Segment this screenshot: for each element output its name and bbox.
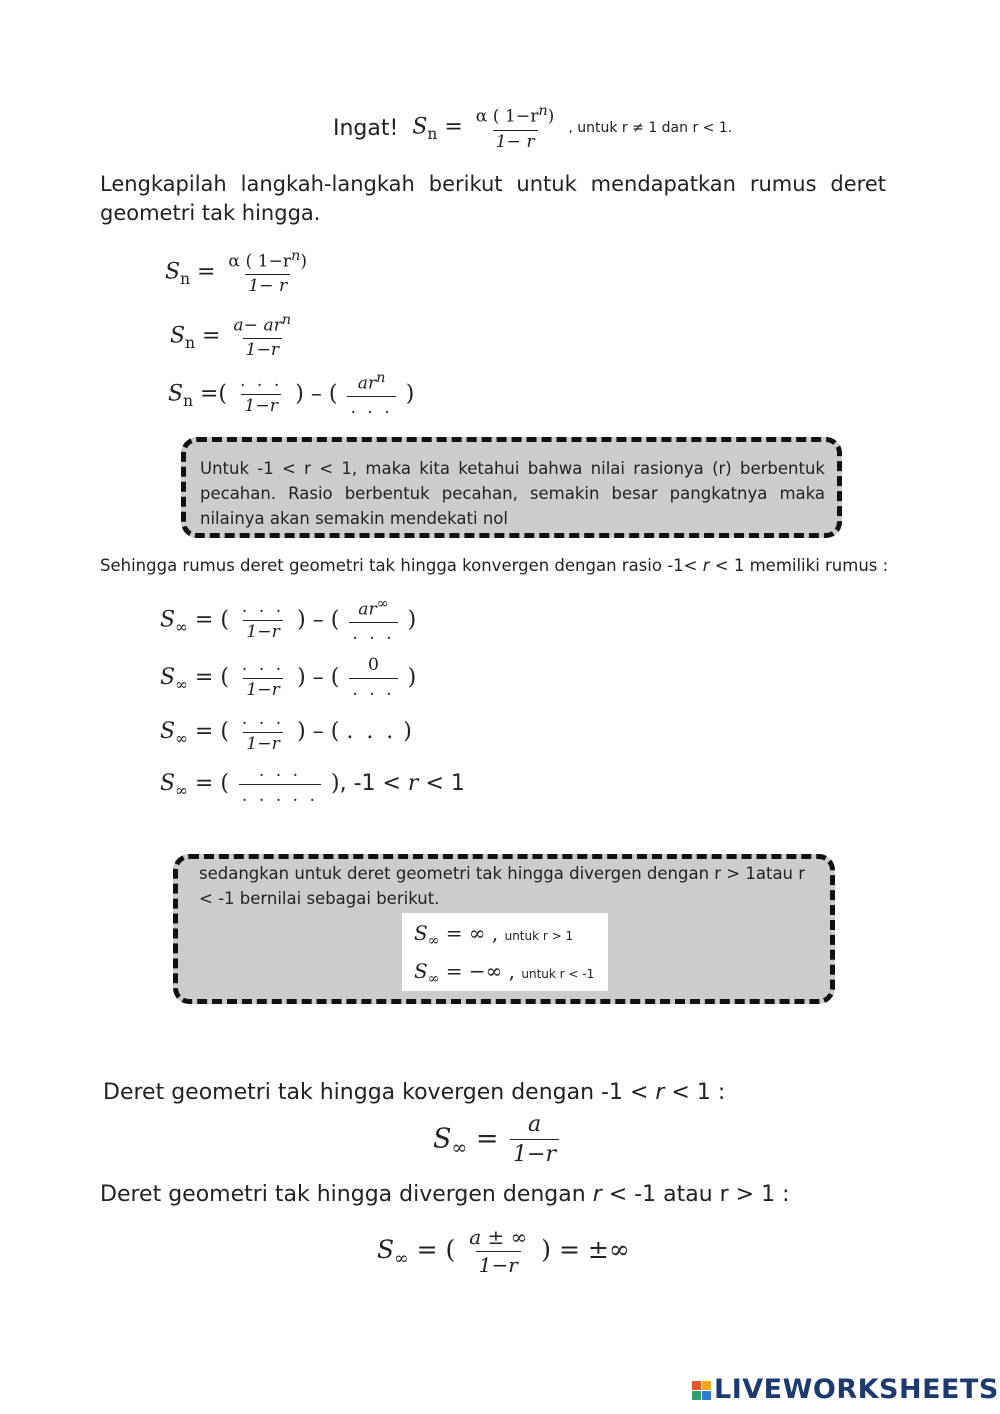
reminder-formula bbox=[333, 100, 732, 156]
blank-field[interactable]: . . . bbox=[347, 396, 395, 419]
reminder-condition: , untuk r ≠ 1 dan r < 1. bbox=[568, 120, 733, 136]
blank-field[interactable]: . . . bbox=[241, 709, 285, 729]
step-3: $S_n$ =( $\frac{. . .}{1-r}$ ) – ( $\frac{ar^n}{. . .}$ ) bbox=[168, 370, 415, 419]
reminder-label: Ingat! bbox=[333, 115, 399, 141]
blank-field[interactable]: . . . bbox=[241, 597, 285, 618]
blank-field[interactable]: . . . bbox=[241, 655, 285, 675]
logo-square bbox=[702, 1381, 711, 1390]
blank-field[interactable]: . . . bbox=[240, 371, 283, 392]
reminder-equation: $S_n$ = $\frac{\alpha ( 1-r^n)}{1- r}$ bbox=[412, 103, 560, 152]
summary-convergent-heading: Deret geometri tak hingga kovergen dengan -1 < r < 1 : bbox=[103, 1080, 726, 1105]
blank-field[interactable]: . . . bbox=[349, 678, 397, 701]
divergent-positive: $S_\infty$ = ∞ , untuk r > 1 bbox=[414, 921, 574, 949]
liveworksheets-logo bbox=[692, 1374, 999, 1405]
step-1: $S_n$ = $\frac{\alpha ( 1-r^n)}{1- r}$ bbox=[165, 248, 308, 297]
note-box-divergen-text: sedangkan untuk deret geometri tak hingga divergen dengan r > 1atau r < -1 bernilai sebagai berikut. bbox=[199, 864, 806, 908]
instruction-text: Lengkapilah langkah-langkah berikut untuk mendapatkan rumus deret geometri tak hingga. bbox=[100, 172, 886, 225]
divergent-negative: $S_\infty$ = −∞ , untuk r < -1 bbox=[414, 959, 595, 987]
note-box-rasio bbox=[181, 437, 842, 538]
sinf-step-2: $S_\infty$ = ( $\frac{. . .}{1-r}$ ) – ( $\frac{0}{. . .}$ ) bbox=[160, 655, 417, 700]
sn-fraction: $\frac{\alpha ( 1-r^n)}{1- r}$ bbox=[475, 103, 555, 152]
divergent-formula-panel bbox=[402, 913, 608, 991]
blank-field[interactable]: . . . . . bbox=[239, 784, 321, 807]
logo-square bbox=[702, 1391, 711, 1400]
sinf-step-3: $S_\infty$ = ( $\frac{. . .}{1-r}$ ) – ( . . . ) bbox=[160, 709, 412, 754]
conclusion-line: Sehingga rumus deret geometri tak hingga konvergen dengan rasio -1< r < 1 memiliki rumus : bbox=[100, 556, 889, 575]
blank-field[interactable]: . . . bbox=[346, 719, 397, 745]
summary-divergent-formula: $S_\infty$ = ( $\frac{a \pm \infty}{1-r}$ ) = ±∞ bbox=[377, 1225, 630, 1277]
note-box-divergen bbox=[173, 854, 835, 1004]
summary-convergent-formula: $S_\infty$ = $\frac{a}{1-r}$ bbox=[433, 1112, 562, 1168]
logo-square bbox=[692, 1391, 701, 1400]
sinf-step-4: $S_\infty$ = ( $\frac{. . .}{. . . . .}$ ), -1 < r < 1 bbox=[160, 761, 465, 806]
summary-divergent-heading: Deret geometri tak hingga divergen dengan r < -1 atau r > 1 : bbox=[100, 1182, 790, 1207]
logo-text: LIVEWORKSHEETS bbox=[714, 1374, 999, 1405]
blank-field[interactable]: . . . bbox=[258, 761, 302, 781]
logo-square bbox=[692, 1381, 701, 1390]
blank-field[interactable]: . . . bbox=[349, 622, 397, 645]
step-2: $S_n$ = $\frac{a- ar^n}{1-r}$ bbox=[170, 312, 292, 361]
note-box-rasio-text: Untuk -1 < r < 1, maka kita ketahui bahwa nilai rasionya (r) berbentuk pecahan. Rasio berbentuk pecahan, semakin besar pangkatnya maka nilainya akan semakin mendekati nol bbox=[200, 459, 825, 528]
liveworksheets-logo-icon bbox=[692, 1381, 711, 1400]
sinf-step-1: $S_\infty$ = ( $\frac{. . .}{1-r}$ ) – ( $\frac{ar^\infty}{. . .}$ ) bbox=[160, 596, 417, 645]
